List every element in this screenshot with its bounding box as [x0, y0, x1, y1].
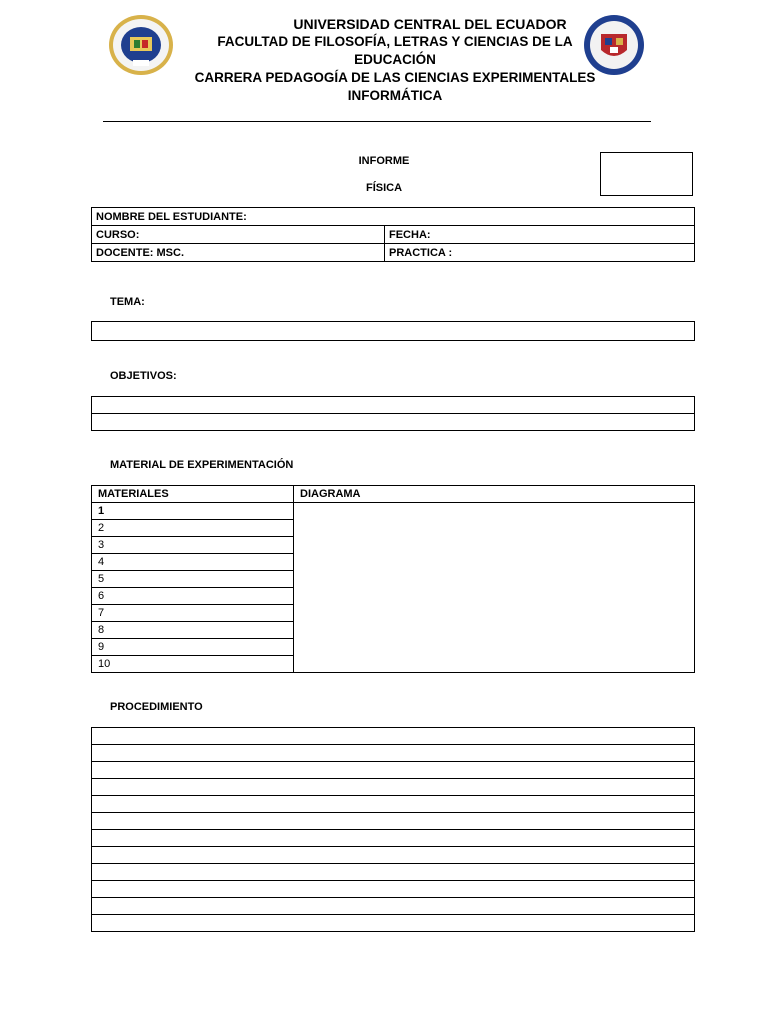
- procedimiento-box: [91, 727, 695, 932]
- report-subject: FÍSICA: [365, 182, 403, 194]
- material-row[interactable]: 7: [92, 605, 294, 622]
- procedimiento-line[interactable]: [92, 881, 695, 898]
- course-field[interactable]: CURSO:: [92, 226, 385, 244]
- material-row[interactable]: 3: [92, 537, 294, 554]
- material-row[interactable]: 2: [92, 520, 294, 537]
- material-row[interactable]: 6: [92, 588, 294, 605]
- university-name: UNIVERSIDAD CENTRAL DEL ECUADOR: [293, 16, 567, 32]
- objetivos-box: [91, 396, 695, 431]
- material-row[interactable]: 8: [92, 622, 294, 639]
- faculty-name: FACULTAD DE FILOSOFÍA, LETRAS Y CIENCIAS DE LA: [217, 34, 573, 49]
- material-row[interactable]: 4: [92, 554, 294, 571]
- procedimiento-line[interactable]: [92, 813, 695, 830]
- procedimiento-line[interactable]: [92, 745, 695, 762]
- career-specialty: INFORMÁTICA: [347, 88, 443, 103]
- tema-label: TEMA:: [110, 296, 145, 308]
- tema-box: [91, 321, 695, 341]
- materials-table: [91, 485, 695, 673]
- career-name: CARRERA PEDAGOGÍA DE LAS CIENCIAS EXPERIMENTALES: [194, 70, 596, 85]
- procedimiento-line[interactable]: [92, 847, 695, 864]
- practice-field[interactable]: PRACTICA :: [385, 244, 695, 262]
- diagram-area[interactable]: [294, 503, 695, 673]
- teacher-field[interactable]: DOCENTE: MSC.: [92, 244, 385, 262]
- material-row[interactable]: 1: [92, 503, 294, 520]
- procedimiento-line[interactable]: [92, 864, 695, 881]
- procedimiento-label: PROCEDIMIENTO: [110, 701, 203, 713]
- material-row[interactable]: 10: [92, 656, 294, 673]
- procedimiento-line[interactable]: [92, 728, 695, 745]
- objetivos-line[interactable]: [92, 397, 695, 414]
- material-row[interactable]: 9: [92, 639, 294, 656]
- procedimiento-line[interactable]: [92, 796, 695, 813]
- student-info-table: [91, 207, 695, 262]
- date-field[interactable]: FECHA:: [385, 226, 695, 244]
- report-title: INFORME: [358, 155, 410, 167]
- objetivos-line[interactable]: [92, 414, 695, 431]
- header-divider: [103, 121, 651, 122]
- grade-box[interactable]: [600, 152, 693, 196]
- procedimiento-line[interactable]: [92, 830, 695, 847]
- procedimiento-line[interactable]: [92, 779, 695, 796]
- procedimiento-line[interactable]: [92, 915, 695, 932]
- procedimiento-line[interactable]: [92, 762, 695, 779]
- faculty-name-cont: EDUCACIÓN: [354, 52, 436, 67]
- tema-input[interactable]: [92, 322, 695, 341]
- procedimiento-line[interactable]: [92, 898, 695, 915]
- diagram-header: DIAGRAMA: [294, 486, 695, 503]
- material-row[interactable]: 5: [92, 571, 294, 588]
- material-label: MATERIAL DE EXPERIMENTACIÓN: [110, 459, 294, 471]
- objetivos-label: OBJETIVOS:: [110, 370, 177, 382]
- materials-header: MATERIALES: [92, 486, 294, 503]
- student-name-field[interactable]: NOMBRE DEL ESTUDIANTE:: [92, 208, 695, 226]
